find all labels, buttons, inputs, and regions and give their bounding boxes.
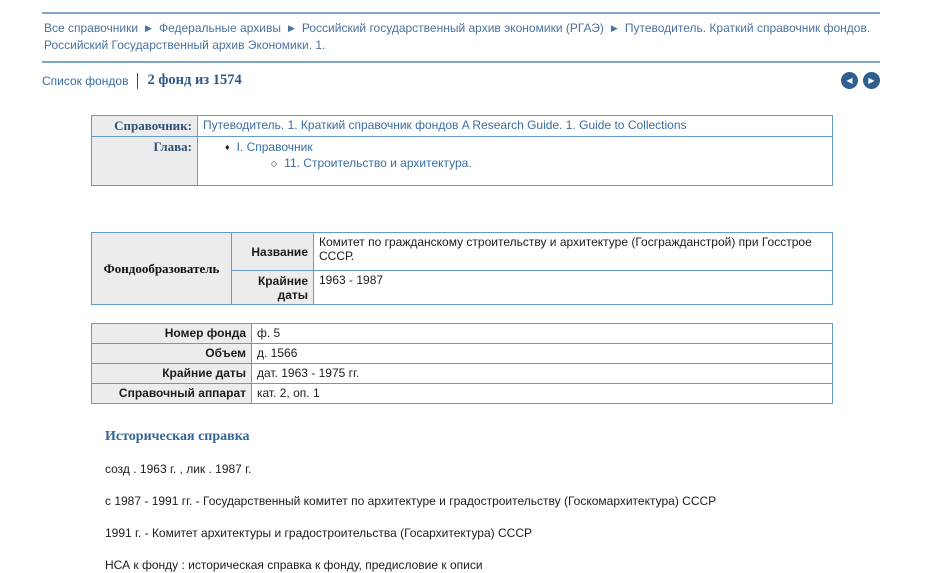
fond-number-label: Номер фонда bbox=[92, 324, 252, 344]
chapter-item bbox=[203, 156, 827, 170]
breadcrumb-link-all-guides[interactable]: Все справочники bbox=[44, 21, 139, 35]
creator-table bbox=[91, 232, 833, 305]
chapter-link-1[interactable]: I. Справочник bbox=[236, 140, 313, 154]
chevron-left-icon: ◀ bbox=[846, 76, 853, 85]
chevron-right-icon: ▶ bbox=[145, 23, 152, 33]
reference-apparatus-value: кат. 2, оп. 1 bbox=[252, 384, 833, 404]
chevron-right-icon: ▶ bbox=[868, 76, 875, 85]
guide-title-link-ru[interactable]: Путеводитель. 1. Краткий справочник фондов bbox=[203, 118, 459, 132]
diamond-bullet-icon: ♦ bbox=[225, 142, 230, 152]
creator-label: Фондообразователь bbox=[92, 233, 232, 305]
prev-fond-button[interactable] bbox=[841, 72, 858, 89]
history-paragraph: с 1987 - 1991 гг. - Государственный комитет по архитектуре и градостроительству (Госкомархитектура) СССР bbox=[105, 494, 717, 508]
breadcrumb-link-rgae[interactable]: Российский государственный архив экономики (РГАЭ) bbox=[301, 21, 604, 35]
breadcrumb-link-federal-archives[interactable]: Федеральные архивы bbox=[158, 21, 281, 35]
page bbox=[0, 12, 935, 572]
chapter-list bbox=[203, 139, 827, 183]
guide-label: Справочник: bbox=[92, 116, 198, 137]
history-section-title: Историческая справка bbox=[105, 429, 250, 444]
chapter-list-cell bbox=[198, 137, 833, 186]
table-row bbox=[92, 344, 833, 364]
chevron-right-icon: ▶ bbox=[610, 23, 618, 33]
date-range-value: дат. 1963 - 1975 гг. bbox=[252, 364, 833, 384]
table-row bbox=[92, 324, 833, 344]
name-label: Название bbox=[232, 233, 314, 271]
table-row bbox=[92, 233, 833, 271]
dates-label: Крайние даты bbox=[232, 271, 314, 305]
breadcrumb bbox=[42, 12, 880, 63]
fond-counter: 2 фонд из 1574 bbox=[147, 72, 242, 88]
guide-info-table bbox=[91, 115, 833, 186]
guide-title-link-en[interactable]: A Research Guide. 1. Guide to Collections bbox=[461, 118, 687, 132]
fond-list-link[interactable]: Список фондов bbox=[42, 73, 129, 88]
fond-nav-bar bbox=[42, 72, 880, 89]
fond-attributes-table bbox=[91, 323, 833, 404]
history-paragraph: 1991 г. - Комитет архитектуры и градостроительства (Госархитектура) СССР bbox=[105, 526, 532, 540]
reference-apparatus-label: Справочный аппарат bbox=[92, 384, 252, 404]
history-paragraph: НСА к фонду : историческая справка к фонду, предисловие к описи bbox=[105, 558, 483, 572]
table-row bbox=[92, 116, 833, 137]
next-fond-button[interactable] bbox=[863, 72, 880, 89]
fond-pager bbox=[841, 72, 880, 89]
table-row bbox=[92, 384, 833, 404]
chapter-link-2[interactable]: 11. Строительство и архитектура. bbox=[284, 156, 472, 170]
volume-label: Объем bbox=[92, 344, 252, 364]
hollow-diamond-bullet-icon: ◇ bbox=[271, 159, 278, 168]
dates-value: 1963 - 1987 bbox=[314, 271, 833, 305]
table-row bbox=[92, 364, 833, 384]
chapter-label: Глава: bbox=[92, 137, 198, 186]
history-paragraph: созд . 1963 г. , лик . 1987 г. bbox=[105, 462, 252, 476]
chapter-item bbox=[203, 140, 827, 154]
nav-divider bbox=[137, 73, 138, 89]
breadcrumb-current-guide[interactable]: Путеводитель. Краткий справочник фондов. Российский Государственный архив Экономики. 1. bbox=[44, 21, 871, 52]
chevron-right-icon: ▶ bbox=[287, 23, 295, 33]
table-row bbox=[92, 137, 833, 186]
volume-value: д. 1566 bbox=[252, 344, 833, 364]
date-range-label: Крайние даты bbox=[92, 364, 252, 384]
name-value: Комитет по гражданскому строительству и архитектуре (Госгражданстрой) при Госстрое СССР. bbox=[314, 233, 833, 271]
fond-number-value: ф. 5 bbox=[252, 324, 833, 344]
guide-titles-cell bbox=[198, 116, 833, 137]
